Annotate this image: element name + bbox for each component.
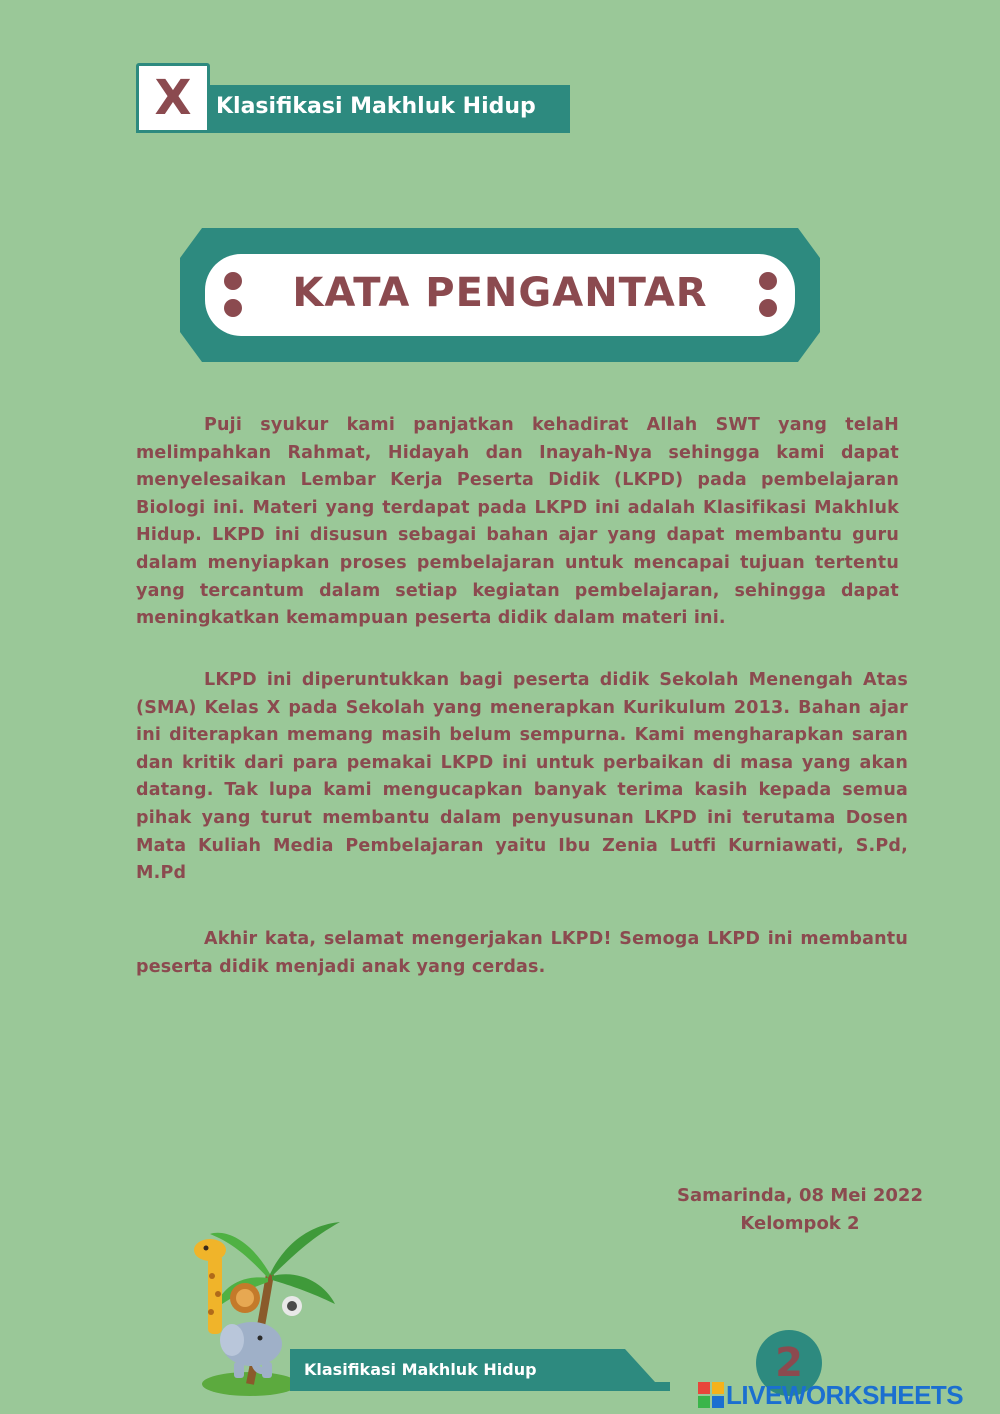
watermark-text: LIVEWORKSHEETS [726, 1379, 964, 1410]
header-title: Klasifikasi Makhluk Hidup [216, 94, 536, 119]
page-number: 2 [756, 1330, 822, 1396]
liveworksheets-logo-icon [698, 1382, 724, 1408]
signature-place-date: Samarinda, 08 Mei 2022 [677, 1185, 923, 1206]
paragraph-intro: Puji syukur kami panjatkan kehadirat Allah SWT yang telaH melimpahkan Rahmat, Hidayah dan Inayah-Nya sehingga kami dapat menyelesaikan Lembar Kerja Peserta Didik (LKPD) pada pembelajaran Biologi ini. Materi yang terdapat pada LKPD ini adalah Klasifikasi Makhluk Hidup. LKPD ini disusun sebagai bahan ajar yang dapat membantu guru dalam menyiapkan proses pembelajaran untuk mencapai tujuan tertentu yang tercantum dalam setiap kegiatan pembelajaran, sehingga dapat meningkatkan kemampuan peserta didik dalam materi ini. [136, 415, 899, 629]
signature-group: Kelompok 2 [740, 1213, 860, 1234]
paragraph-closing: Akhir kata, selamat mengerjakan LKPD! Semoga LKPD ini membantu peserta didik menjadi anak yang cerdas. [136, 929, 908, 977]
paragraph-purpose: LKPD ini diperuntukkan bagi peserta didik Sekolah Menengah Atas (SMA) Kelas X pada Sekolah yang menerapkan Kurikulum 2013. Bahan ajar ini diterapkan memang masih belum sempurna. Kami mengharapkan saran dan kritik dari para pemakai LKPD ini untuk perbaikan di masa yang akan datang. Tak lupa kami mengucapkan banyak terima kasih kepada semua pihak yang turut membantu dalam penyusunan LKPD ini terutama Dosen Mata Kuliah Media Pembelajaran yaitu Ibu Zenia Lutfi Kurniawati, S.Pd, M.Pd [136, 670, 908, 884]
page-title: KATA PENGANTAR [292, 270, 708, 316]
footer-title: Klasifikasi Makhluk Hidup [304, 1360, 537, 1379]
header-badge: X [136, 63, 210, 133]
signature-block [660, 1182, 940, 1238]
watermark [698, 1378, 963, 1412]
